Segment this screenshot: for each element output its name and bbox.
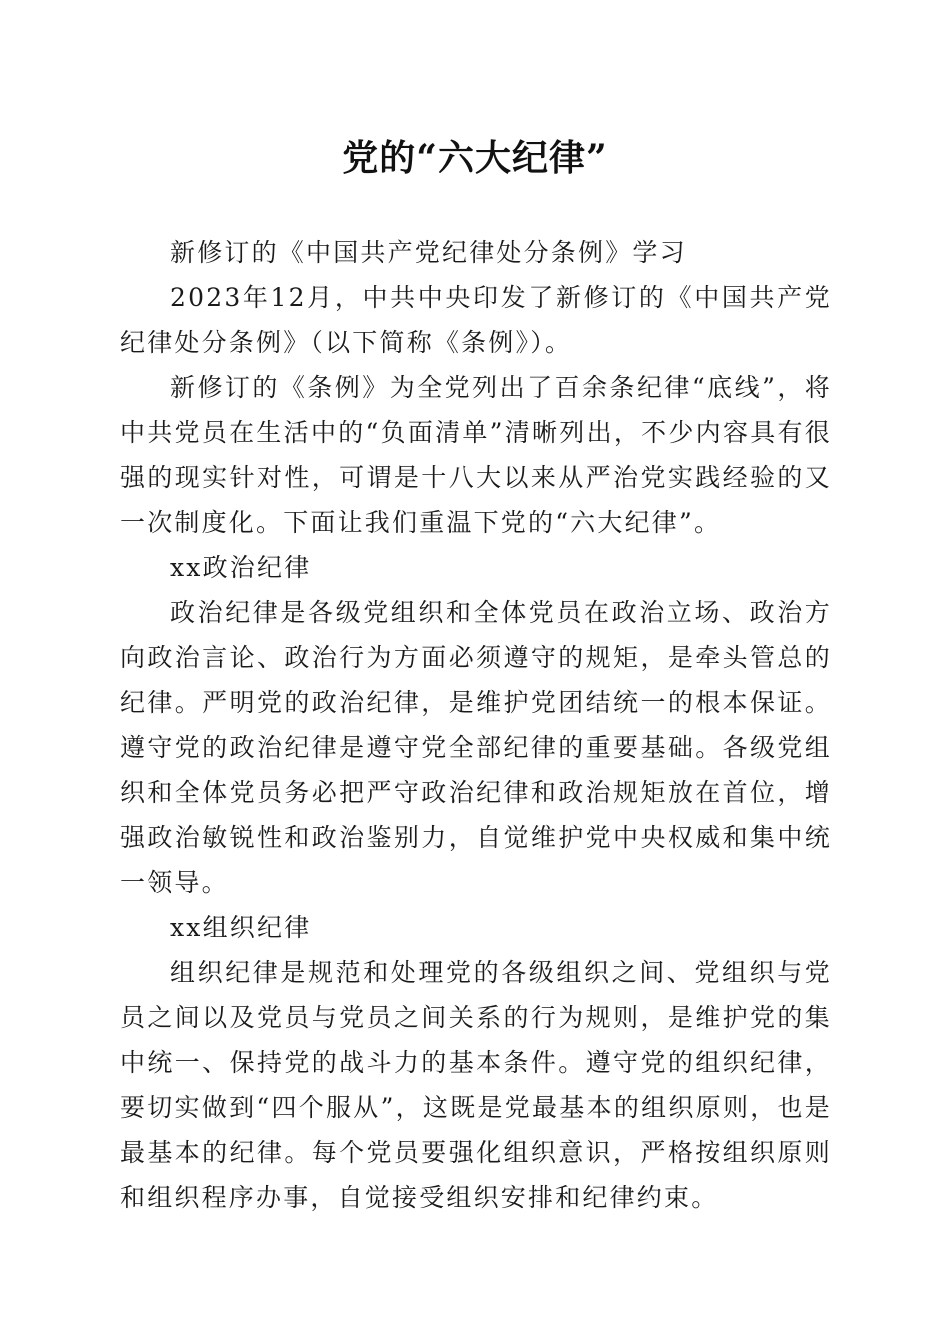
paragraph-organizational-discipline: 组织纪律是规范和处理党的各级组织之间、党组织与党员之间以及党员与党员之间关系的行为规则，是维护党的集中统一、保持党的战斗力的基本条件。遵守党的组织纪律，要切实做到“四个服从”，这既是党最基本的组织原则，也是最基本的纪律。每个党员要强化组织意识，严格按组织原则和组织程序办事，自觉接受组织安排和纪律约束。 [120,958,832,1212]
heading-organizational-discipline: xx组织纪律 [170,913,312,942]
heading-political-discipline: xx政治纪律 [170,553,312,582]
paragraph-study-intro: 新修订的《中国共产党纪律处分条例》学习 [170,238,687,267]
paragraph-political-discipline: 政治纪律是各级党组织和全体党员在政治立场、政治方向政治言论、政治行为方面必须遵守的规矩，是牵头管总的纪律。严明党的政治纪律，是维护党团结统一的根本保证。遵守党的政治纪律是遵守党全部纪律的重要基础。各级党组织和全体党员务必把严守政治纪律和政治规矩放在首位，增强政治敏锐性和政治鉴别力，自觉维护党中央权威和集中统一领导。 [120,598,832,897]
document-body [120,230,832,1220]
paragraph-issuance: 2023年12月，中共中央印发了新修订的《中国共产党纪律处分条例》（以下简称《条例》）。 [120,283,832,357]
document-title: 党的“六大纪律” [342,137,608,179]
paragraph-overview: 新修订的《条例》为全党列出了百余条纪律“底线”，将中共党员在生活中的“负面清单”清晰列出，不少内容具有很强的现实针对性，可谓是十八大以来从严治党实践经验的又一次制度化。下面让我们重温下党的“六大纪律”。 [120,373,832,537]
